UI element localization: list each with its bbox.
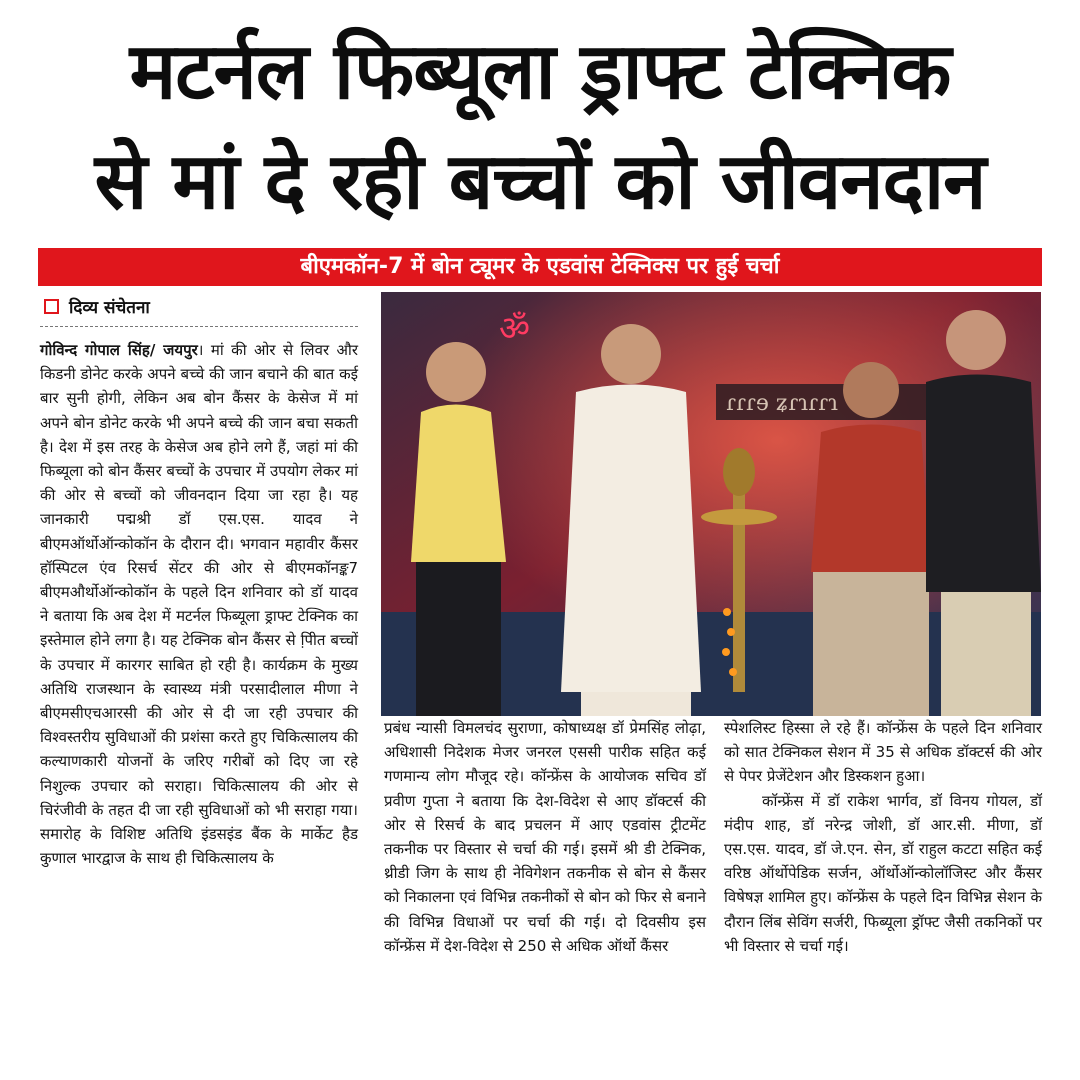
headline-line-2: से मां दे रही बच्चों को जीवनदान [94, 137, 986, 227]
square-bullet-icon [44, 299, 59, 314]
lamp-lighting-photo [381, 292, 1041, 716]
dashed-divider [40, 326, 358, 327]
event-photo [381, 292, 1041, 716]
headline-line-1: मटर्नल फिब्यूला ड्राफ्ट टेक्निक [129, 27, 951, 117]
source-tag [44, 296, 150, 320]
article-column-2 [384, 716, 706, 958]
subheadline-banner: बीएमकॉन-7 में बोन ट्यूमर के एडवांस टेक्निक्स पर हुई चर्चा [38, 248, 1042, 286]
banner-text: ɾɾɾɘ ʑɾɿɾɾɿ [726, 391, 838, 416]
article-column-1 [40, 338, 358, 870]
source-label: दिव्य संचेतना [69, 298, 150, 318]
column-2-text: प्रबंध न्यासी विमलचंद सुराणा, कोषाध्यक्ष डॉ प्रेमसिंह लोढ़ा, अधिशासी निदेशक मेजर जनरल एससी पारीक सहित कई गणमान्य लोग मौजूद रहे। कॉन्फ्रेंस के आयोजक सचिव डॉ प्रवीण गुप्ता ने बताया कि देश-विदेश से आए डॉक्टर्स की ओर से रिसर्च के बाद प्रचलन में आए एडवांस ट्रीटमेंट तकनीक पर विस्तार से चर्चा की गई। इसमें श्री डी टेक्निक, थ्रीडी जिग के साथ ही नेविगेशन तकनीक से बोन से कैंसर को निकालना एवं विभिन्न तकनीकों से बोन को फिर से बनाने की विभिन्न विधाओं पर चर्चा की गई। दो दिवसीय इस कॉन्फ्रेंस में देश-विदेश से 250 से अधिक ऑर्थो कैंसर [384, 719, 706, 955]
author-byline: गोविन्द गोपाल सिंह/ जयपुर [40, 341, 198, 359]
om-symbol: ॐ [499, 309, 531, 349]
article-column-3 [724, 716, 1042, 958]
column-3-paragraph-1: स्पेशलिस्ट हिस्सा ले रहे हैं। कॉन्फ्रेंस के पहले दिन शनिवार को सात टेक्निकल सेशन में 35 से अधिक डॉक्टर्स की ओर से पेपर प्रेजेंटेशन और डिस्कशन हुआ। [724, 719, 1042, 786]
column-1-text: । मां की ओर से लिवर और किडनी डोनेट करके अपने बच्चे की जान बचाने की बात कई बार सुनी होगी, लेकिन अब बोन कैंसर के केसेज में मां अपने बोन डोनेट करके भी अपने बच्चे की जान बचा सकती है। देश में इस तरह के केसेज अब होने लगे हैं, जहां मां की फिब्यूला को बोन कैंसर बच्चों के उपचार में उपयोग लेकर मां की ओर से बच्चों को जीवनदान दिया जा रहा है। यह जानकारी पद्मश्री डॉ एस.एस. यादव ने बीएमऑर्थोऑन्कोकॉन के दौरान दी। भगवान महावीर कैंसर हॉस्पिटल एंव रिसर्च सेंटर की ओर से बीएमकॉनङ्क7 बीएमऔर्थोऑन्कोकॉन के पहले दिन शनिवार को डॉ यादव ने बताया कि अब देश में मटर्नल फिब्यूला ड्राफ्ट टेक्निक का इस्तेमाल होने लगा है। यह टेक्निक बोन कैंसर से पीि़त बच्चों के उपचार में कारगर साबित हो रही है। कार्यक्रम के मुख्य अतिथि राजस्थान के स्वास्थ्य मंत्री परसादीलाल मीणा ने बीएमसीएचआरसी की ओर से दी जा रही उपचार की विश्वस्तरीय सुविधाओं की प्रशंसा करते हुए चिकित्सालय की कल्याणकारी योजनों के जरिए गरीबों को दिए जा रहे निशुल्क उपचार को सराहा। चिकित्सालय की ओर से चिरंजीवी के तहत दी जा रही सुविधाओं को भी सराहा गया। समारोह के विशिष्ट अतिथि इंडसइंड बैंक के मार्केट हैड कुणाल भारद्वाज के साथ ही चिकित्सालय के [40, 341, 359, 868]
column-3-paragraph-2: कॉन्फ्रेंस में डॉ राकेश भार्गव, डॉ विनय गोयल, डॉ मंदीप शाह, डॉ नरेन्द्र जोशी, डॉ आर.सी. मीणा, डॉ एस.एस. यादव, डॉ जे.एन. सेन, डॉ राहुल कटटा सहित कई वरिष्ठ ऑर्थोपेडिक सर्जन, ऑर्थोऑन्कोलॉजिस्ट और कैंसर विषेषज्ञ शामिल हुए। कॉन्फ्रेंस के पहले दिन विभिन्न सेशन के दौरान लिंब सेविंग सर्जरी, फिब्यूला ड्रॉफ्ट जैसी तकनिकों पर भी विस्तार से चर्चा गई। [724, 791, 1042, 955]
